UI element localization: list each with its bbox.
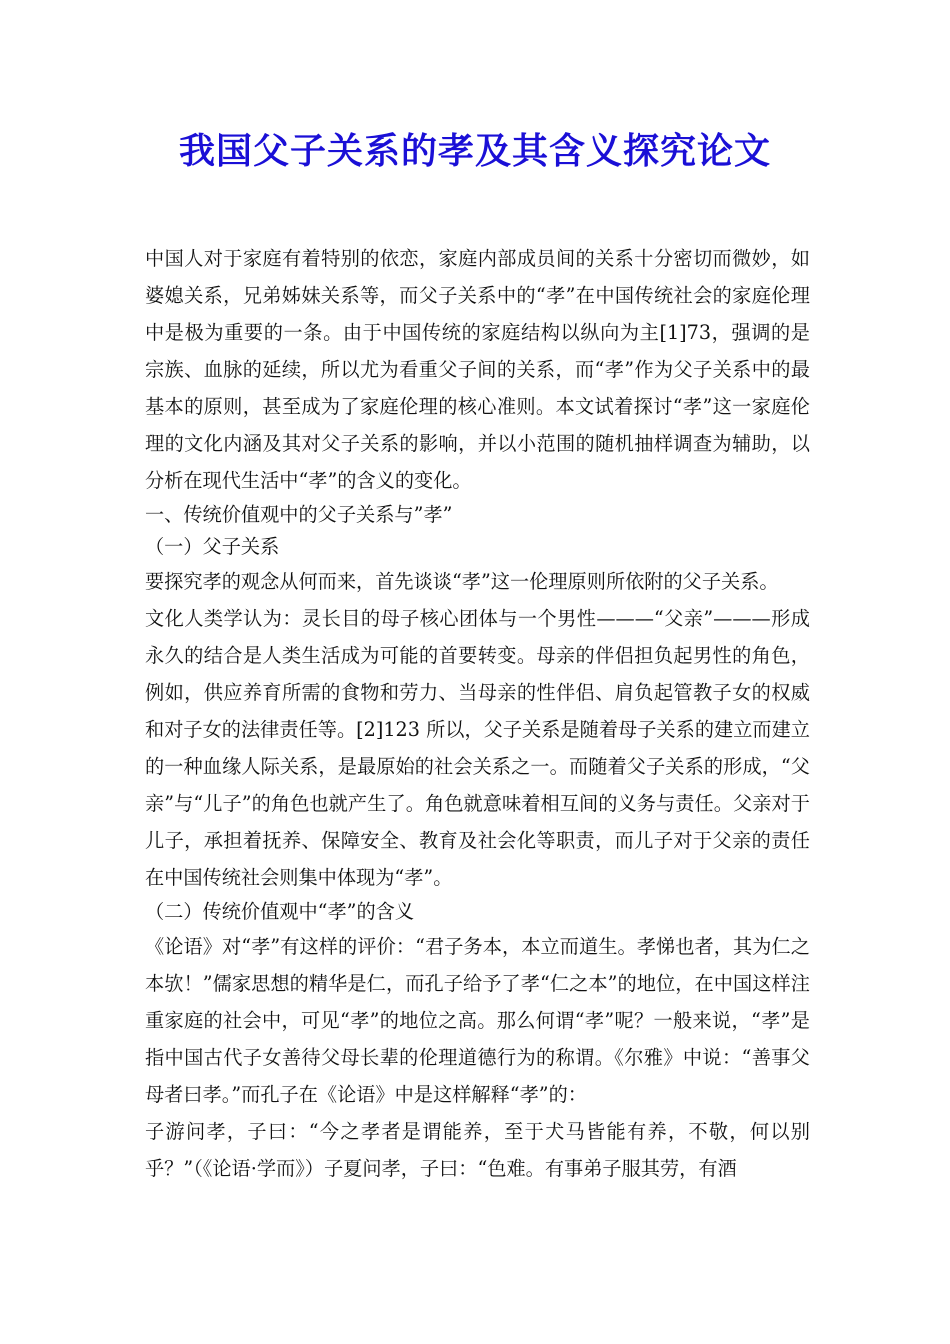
- section-heading-1: 一、传统价值观中的父子关系与”孝”: [145, 503, 453, 526]
- document-body: [145, 240, 810, 1187]
- paragraph-intro: 中国人对于家庭有着特别的依恋，家庭内部成员间的关系十分密切而微妙，如婆媳关系，兄弟姊妹关系等，而父子关系中的“孝”在中国传统社会的家庭伦理中是极为重要的一条。由于中国传统的家庭结构以纵向为主[1]73，强调的是宗族、血脉的延续，所以尤为看重父子间的关系，而“孝”作为父子关系中的最基本的原则，甚至成为了家庭伦理的核心准则。本文试着探讨“孝”这一家庭伦理的文化内涵及其对父子关系的影响，并以小范围的随机抽样调查为辅助，以分析在现代生活中“孝”的含义的变化。: [145, 247, 810, 492]
- paragraph-father-son-2: 文化人类学认为：灵长目的母子核心团体与一个男性———“父亲”———形成永久的结合是人类生活成为可能的首要转变。母亲的伴侣担负起男性的角色，例如，供应养育所需的食物和劳力、当母亲的性伴侣、肩负起管教子女的权威和对子女的法律责任等。[2]123 所以，父子关系是随着母子关系的建立而建立的一种血缘人际关系，是最原始的社会关系之一。而随着父子关系的形成，“父亲”与“儿子”的角色也就产生了。角色就意味着相互间的义务与责任。父亲对于儿子，承担着抚养、保障安全、教育及社会化等职责，而儿子对于父亲的责任在中国传统社会则集中体现为“孝”。: [145, 607, 810, 889]
- paragraph-father-son-1: 要探究孝的观念从何而来，首先谈谈“孝”这一伦理原则所依附的父子关系。: [145, 570, 779, 593]
- subsection-heading-1: （一）父子关系: [145, 535, 280, 558]
- subsection-heading-2: （二）传统价值观中“孝”的含义: [145, 900, 415, 923]
- paragraph-analects-quote: 子游问孝，子曰：“今之孝者是谓能养，至于犬马皆能有养，不敬，何以别乎？”（《论语·学而》）子夏问孝，子曰：“色难。有事弟子服其劳，有酒: [145, 1120, 810, 1180]
- document-title: 我国父子关系的孝及其含义探究论文: [178, 131, 771, 172]
- paragraph-xiao-meaning: 《论语》对“孝”有这样的评价：“君子务本，本立而道生。孝悌也者，其为仁之本欤！”儒家思想的精华是仁，而孔子给予了孝“仁之本”的地位，在中国这样注重家庭的社会中，可见“孝”的地位之高。那么何谓“孝”呢？一般来说，“孝”是指中国古代子女善待父母长辈的伦理道德行为的称谓。《尔雅》中说：“善事父母者曰孝。”而孔子在《论语》中是这样解释“孝”的：: [145, 935, 810, 1106]
